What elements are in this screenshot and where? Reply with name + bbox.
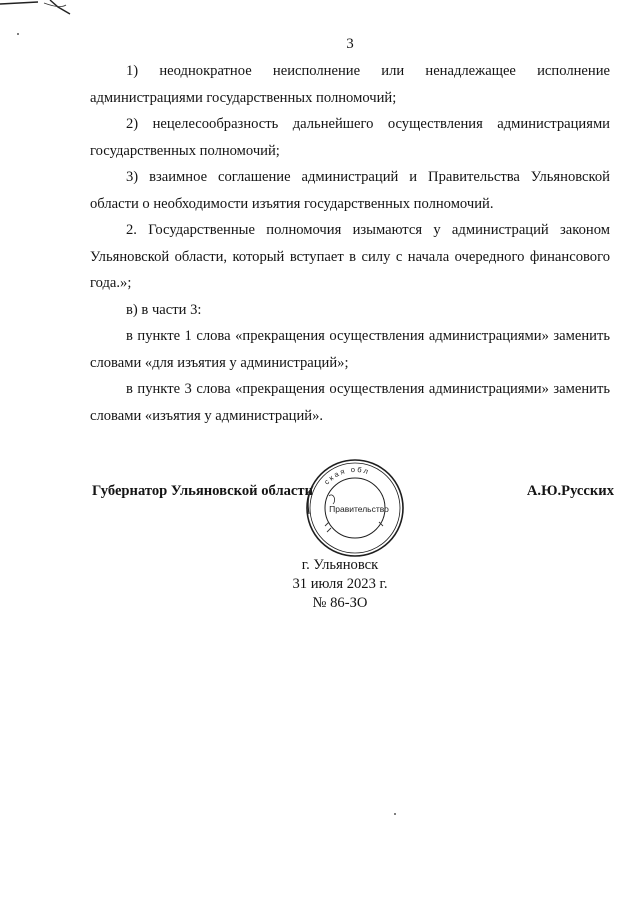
signing-place: г. Ульяновск <box>301 557 379 573</box>
page-number: 3 <box>346 36 354 52</box>
paragraph-3: 3) взаимное соглашение администраций и Правительства Ульяновской области о необходимости изъятия государственных полномочий. <box>90 169 610 212</box>
paragraph-1: 1) неоднократное неисполнение или ненадлежащее исполнение администрациями государственных полномочий; <box>90 63 610 106</box>
document-body <box>90 58 610 429</box>
paragraph-5: в) в части 3: <box>126 301 202 318</box>
seal-center-text: Правительство <box>329 504 389 514</box>
law-number: № 86-ЗО <box>312 595 368 611</box>
paragraph-6: в пункте 1 слова «прекращения осуществления администрациями» заменить словами «для изъятия у администраций»; <box>90 328 610 371</box>
seal-ring-text: ская обл <box>322 464 372 487</box>
paragraph-4: 2. Государственные полномочия изымаются у администраций законом Ульяновской области, который вступает в силу с начала очередного финансового года.»; <box>90 222 610 291</box>
paragraph-2: 2) нецелесообразность дальнейшего осуществления администрациями государственных полномочий; <box>90 116 610 159</box>
paragraph-7: в пункте 3 слова «прекращения осуществления администрациями» заменить словами «изъятия у администраций». <box>90 381 610 424</box>
scan-speck <box>394 813 396 815</box>
signing-date: 31 июля 2023 г. <box>292 576 388 592</box>
signatory-position: Губернатор Ульяновской области <box>92 483 313 499</box>
signatory-name: А.Ю.Русских <box>526 483 614 499</box>
scan-speck <box>17 33 19 35</box>
signing-details <box>240 556 440 613</box>
official-seal <box>303 456 407 560</box>
scan-artifact-mark <box>0 0 120 30</box>
